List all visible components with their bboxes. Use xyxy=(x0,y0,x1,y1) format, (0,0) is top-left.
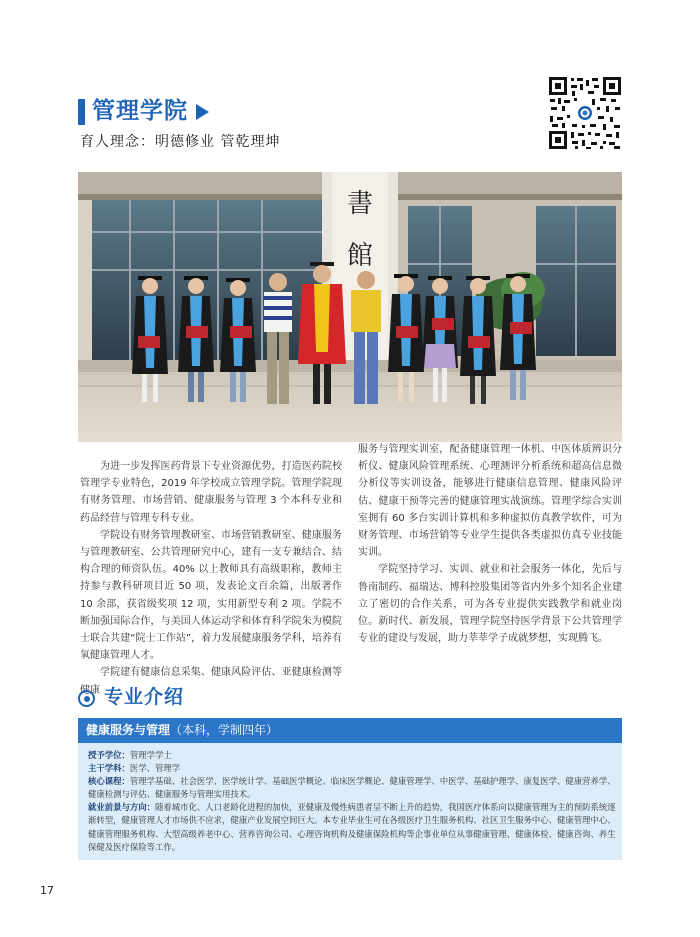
program-details xyxy=(88,749,616,854)
detail-value: 管理学基础、社会医学、医学统计学、基础医学概论、临床医学概论、健康管理学、中医学、基础护理学、康复医学、健康营养学、健康检测与评估、健康服务与管理实用技术。 xyxy=(88,776,616,800)
detail-label: 核心课程： xyxy=(88,776,130,787)
play-arrow-icon xyxy=(196,104,209,120)
detail-value: 随着城市化、人口老龄化进程的加快，亚健康及慢性病患者呈不断上升的趋势，我国医疗体系向以健康管理为主的预防系统逐渐转型，健康管理人才市场供不应求，健康产业发展空间巨大。本专业毕业生可在各级医疗卫生服务机构、社区卫生服务中心、健康管理中心、健康管理服务机构、大型高级养老中心、营养咨询公司、心理咨询机构及健康保险机构等企事业单位从事健康管理、健康体检、健康咨询、养生保健及医疗保险等工作。 xyxy=(88,802,616,852)
motto-text: 育人理念：明德修业 管乾理坤 xyxy=(80,134,281,150)
detail-row-degree xyxy=(88,749,616,762)
detail-row-courses xyxy=(88,775,616,801)
program-subtitle: （本科，学制四年） xyxy=(170,723,279,737)
intro-paragraph: 学院设有财务管理教研室、市场营销教研室、健康服务与管理教研室、公共管理研究中心，建有一支专兼结合、结构合理的师资队伍。40% 以上教师具有高级职称，教师主持参与教科研项目近 50 项，发表论文百余篇，出版著作 10 余部，获省级奖项 12 项，实用新型专利 2 项。学院不断加强国际合作，与美国人体运动学和体育科学院朱为模院士联合共建“院士工作站”，着力发展健康服务学科，培养有氧健康管理人才。 xyxy=(80,529,342,662)
intro-paragraph: 学院建有健康信息采集、健康风险评估、亚健康检测等健康 xyxy=(80,667,342,696)
qr-code-icon xyxy=(548,76,622,150)
group-photo xyxy=(78,172,622,442)
intro-right-column xyxy=(358,441,622,647)
intro-left-column xyxy=(80,458,342,699)
program-name: 健康服务与管理 xyxy=(86,723,171,737)
page-number: 17 xyxy=(40,884,54,897)
target-circle-icon xyxy=(78,690,95,707)
detail-value: 管理学学士 xyxy=(129,750,172,760)
detail-row-career xyxy=(88,801,616,853)
intro-paragraph: 为进一步发挥医药背景下专业资源优势，打造医药院校管理学专业特色，2019 年学校成立管理学院。管理学院现有财务管理、市场营销、健康服务与管理 3 个本科专业和药品经营与管理专科专业。 xyxy=(80,461,342,524)
detail-value: 医学、管理学 xyxy=(129,763,181,774)
sign-char-1: 書 xyxy=(346,189,374,219)
detail-label: 就业前景与方向： xyxy=(88,802,155,813)
intro-paragraph: 服务与管理实训室，配备健康管理一体机、中医体质辨识分析仪、健康风险管理系统、心理测评分析系统和超高信息微分析仪等实训设备，能够进行健康信息管理、健康风险评估、健康干预等完善的健康管理实战演练。管理学综合实训室拥有 60 多台实训计算机和多种虚拟仿真教学软件，可为财务管理、市场营销等专业学生提供各类虚拟仿真专业技能实训。 xyxy=(358,444,622,559)
page-title: 管理学院 xyxy=(92,98,188,124)
sign-char-2: 館 xyxy=(346,241,374,271)
detail-label: 授予学位： xyxy=(88,750,130,760)
title-accent-bar xyxy=(78,99,85,125)
section-title: 专业介绍 xyxy=(104,686,185,708)
intro-paragraph: 学院坚持学习、实训、就业和社会服务一体化，先后与鲁南制药、福瑞达、博科控股集团等省内外多个知名企业建立了密切的合作关系，可为各专业提供实践教学和就业岗位。新时代、新发展，管理学院坚持医学背景下公共管理学专业的建设与发展，助力莘莘学子成就梦想，实现腾飞。 xyxy=(358,564,622,645)
detail-row-discipline xyxy=(88,762,616,775)
program-title xyxy=(86,722,278,739)
detail-label: 主干学科： xyxy=(88,763,130,774)
